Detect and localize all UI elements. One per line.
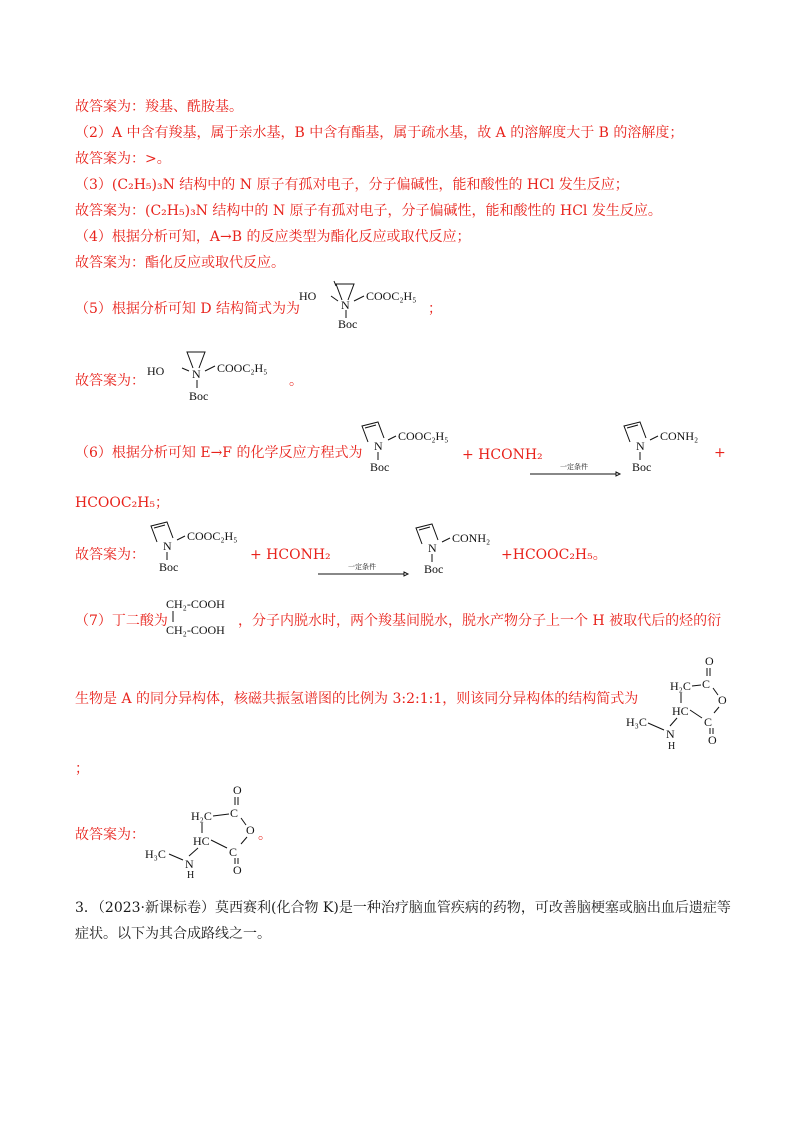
anhydride-isomer-1 — [622, 650, 732, 752]
svg-text:HC: HC — [672, 704, 689, 718]
svg-text:N: N — [374, 439, 383, 453]
answer-line-2: （2）A 中含有羧基，属于亲水基，B 中含有酯基，属于疏水基，故 A 的溶解度大于 B 的溶解度； — [75, 125, 684, 141]
svg-text:C: C — [704, 715, 713, 729]
answer-line-9-end: 。 — [289, 373, 303, 389]
svg-text:CH₂-COOH: CH₂-COOH — [166, 597, 225, 611]
svg-text:一定条件: 一定条件 — [560, 463, 588, 471]
reaction-arrow-1 — [530, 462, 620, 482]
svg-text:O: O — [718, 693, 727, 707]
svg-text:HO: HO — [147, 364, 165, 378]
svg-text:Boc: Boc — [632, 460, 652, 474]
question-3: 3．（2023·新课标卷）莫西赛利(化合物 K)是一种治疗脑血管疾病的药物，可改善脑梗塞或脑出血后遗症等 — [75, 900, 731, 916]
svg-text:H₃C: H₃C — [626, 715, 647, 729]
svg-text:CONH₂: CONH₂ — [660, 429, 699, 443]
svg-text:Boc: Boc — [338, 317, 358, 331]
svg-text:N: N — [636, 439, 645, 453]
svg-text:N: N — [163, 539, 172, 553]
svg-text:N: N — [428, 541, 437, 555]
answer-line-4: （3）(C₂H₅)₃N 结构中的 N 原子有孤对电子，分子偏碱性，能和酸性的 HCl 发生反应； — [75, 177, 629, 193]
structure-d-2 — [147, 346, 287, 406]
answer-line-8-end: ； — [428, 301, 442, 317]
answer-line-10-end: + — [714, 445, 726, 461]
svg-text:N: N — [666, 727, 675, 741]
svg-text:O: O — [705, 654, 714, 668]
svg-text:COOC₂H₅: COOC₂H₅ — [398, 429, 449, 443]
answer-line-12-end: +HCOOC₂H₅。 — [501, 547, 607, 563]
svg-text:H₂C: H₂C — [191, 809, 212, 823]
svg-text:COOC₂H₅: COOC₂H₅ — [366, 289, 417, 303]
succinic-acid-structure — [166, 594, 246, 640]
svg-text:CH₂-COOH: CH₂-COOH — [166, 623, 225, 637]
svg-text:C: C — [229, 845, 238, 859]
answer-line-11: HCOOC₂H₅； — [75, 495, 170, 511]
svg-text:HO: HO — [299, 289, 317, 303]
question-3-cont: 症状。以下为其合成路线之一。 — [75, 926, 271, 942]
anhydride-isomer-2 — [143, 782, 255, 881]
svg-text:H₃C: H₃C — [145, 847, 166, 861]
answer-line-6: （4）根据分析可知，A→B 的反应类型为酯化反应或取代反应； — [75, 229, 471, 245]
reaction-arrow-2 — [318, 562, 408, 582]
svg-text:COOC₂H₅: COOC₂H₅ — [217, 361, 268, 375]
answer-line-1: 故答案为：羧基、酰胺基。 — [75, 99, 243, 115]
svg-text:N: N — [341, 298, 350, 312]
svg-text:N: N — [192, 367, 201, 381]
svg-text:Boc: Boc — [424, 562, 444, 576]
structure-d-1 — [296, 278, 436, 333]
answer-line-9: 故答案为： — [75, 373, 145, 389]
svg-text:C: C — [702, 677, 711, 691]
answer-line-5: 故答案为：(C₂H₅)₃N 结构中的 N 原子有孤对电子，分子偏碱性，能和酸性的 HCl 发生反应。 — [75, 203, 662, 219]
answer-line-16: 故答案为： — [75, 827, 145, 843]
structure-e — [356, 418, 466, 478]
answer-line-12: 故答案为： — [75, 547, 145, 563]
answer-line-13b: ，分子内脱水时，两个羧基间脱水，脱水产物分子上一个 H 被取代后的烃的衍 — [238, 613, 722, 629]
structure-f-2 — [410, 520, 510, 580]
svg-text:HC: HC — [193, 834, 210, 848]
svg-text:C: C — [230, 806, 239, 820]
answer-line-15: ； — [75, 761, 89, 777]
answer-line-3: 故答案为：>。 — [75, 151, 171, 167]
svg-text:O: O — [708, 733, 717, 747]
answer-line-13a: （7）丁二酸为 — [75, 613, 168, 629]
svg-text:O: O — [233, 863, 242, 877]
svg-text:N: N — [185, 857, 194, 871]
structure-f — [618, 418, 718, 478]
answer-line-7: 故答案为：酯化反应或取代反应。 — [75, 255, 285, 271]
svg-text:H: H — [668, 741, 676, 752]
answer-line-10-plus: + HCONH₂ — [462, 447, 543, 463]
svg-text:Boc: Boc — [159, 560, 179, 574]
svg-text:COOC₂H₅: COOC₂H₅ — [187, 529, 238, 543]
svg-text:O: O — [233, 783, 242, 797]
answer-line-16-end: 。 — [258, 827, 272, 843]
answer-line-14: 生物是 A 的同分异构体，核磁共振氢谱图的比例为 3:2:1:1，则该同分异构体的结构简式为 — [75, 691, 639, 707]
svg-text:CONH₂: CONH₂ — [452, 531, 491, 545]
answer-line-12-plus: + HCONH₂ — [250, 547, 331, 563]
svg-text:O: O — [246, 823, 255, 837]
svg-text:Boc: Boc — [189, 389, 209, 403]
svg-text:一定条件: 一定条件 — [348, 563, 376, 571]
answer-line-10: （6）根据分析可知 E→F 的化学反应方程式为 — [75, 445, 363, 461]
answer-line-8: （5）根据分析可知 D 结构简式为为 — [75, 301, 301, 317]
svg-text:Boc: Boc — [370, 460, 390, 474]
structure-e-2 — [145, 518, 255, 578]
svg-text:H₂C: H₂C — [670, 679, 691, 693]
svg-text:H: H — [187, 870, 195, 881]
